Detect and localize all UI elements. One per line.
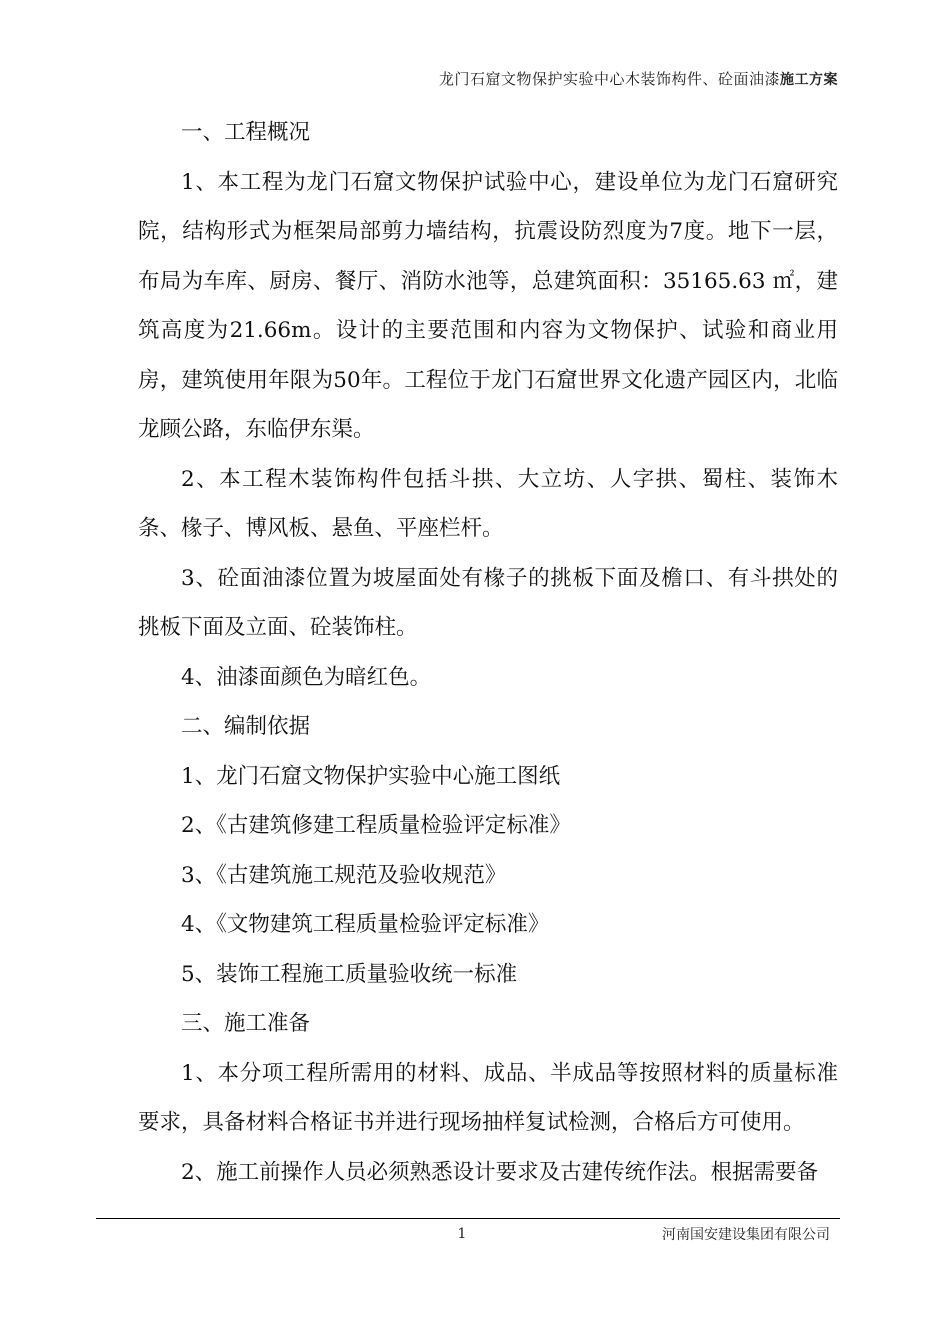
footer-company-name: 河南国安建设集团有限公司 (662, 1227, 830, 1243)
section-heading-overview: 一、工程概况 (181, 120, 311, 145)
section-heading-preparation: 三、施工准备 (181, 1011, 311, 1036)
header-title-emphasis: 施工方案 (780, 72, 838, 88)
paragraph-paint-color: 4、油漆面颜色为暗红色。 (181, 664, 432, 690)
paragraph-wood-components: 2、本工程木装饰构件包括斗拱、大立坊、人字拱、蜀柱、装饰木条、椽子、博风板、悬鱼、平座栏杆。 (138, 466, 838, 541)
document-body (138, 108, 838, 1197)
paragraph-materials: 1、本分项工程所需用的材料、成品、半成品等按照材料的质量标准要求，具备材料合格证书并进行现场抽样复试检测，合格后方可使用。 (138, 1060, 838, 1135)
page-header (439, 68, 838, 89)
basis-item-quality-standard: 2、《古建筑修建工程质量检验评定标准》 (181, 813, 571, 838)
paragraph-project-description: 1、本工程为龙门石窟文物保护试验中心，建设单位为龙门石窟研究院，结构形式为框架局部剪力墙结构，抗震设防烈度为7度。地下一层，布局为车库、厨房、餐厅、消防水池等，总建筑面积：35165.63 ㎡，建筑高度为21.66m。设计的主要范围和内容为文物保护、试验和商业用房，建筑使用年限为50年。工程位于龙门石窟世界文化遗产园区内，北临龙顾公路，东临伊东渠。 (138, 169, 838, 442)
basis-item-heritage-standard: 4、《文物建筑工程质量检验评定标准》 (181, 912, 550, 937)
page-number: 1 (457, 1226, 467, 1242)
basis-item-construction-spec: 3、《古建筑施工规范及验收规范》 (181, 862, 507, 888)
paragraph-operators: 2、施工前操作人员必须熟悉设计要求及古建传统作法。根据需要备 (181, 1159, 819, 1185)
header-title: 龙门石窟文物保护实验中心木装饰构件、砼面油漆 (438, 70, 780, 88)
paragraph-paint-locations: 3、砼面油漆位置为坡屋面处有椽子的挑板下面及檐口、有斗拱处的挑板下面及立面、砼装饰柱。 (138, 565, 838, 640)
basis-item-decoration-standard: 5、装饰工程施工质量验收统一标准 (181, 961, 518, 987)
section-heading-basis: 二、编制依据 (181, 714, 311, 739)
footer-divider (96, 1218, 840, 1219)
basis-item-drawings: 1、龙门石窟文物保护实验中心施工图纸 (181, 763, 561, 789)
